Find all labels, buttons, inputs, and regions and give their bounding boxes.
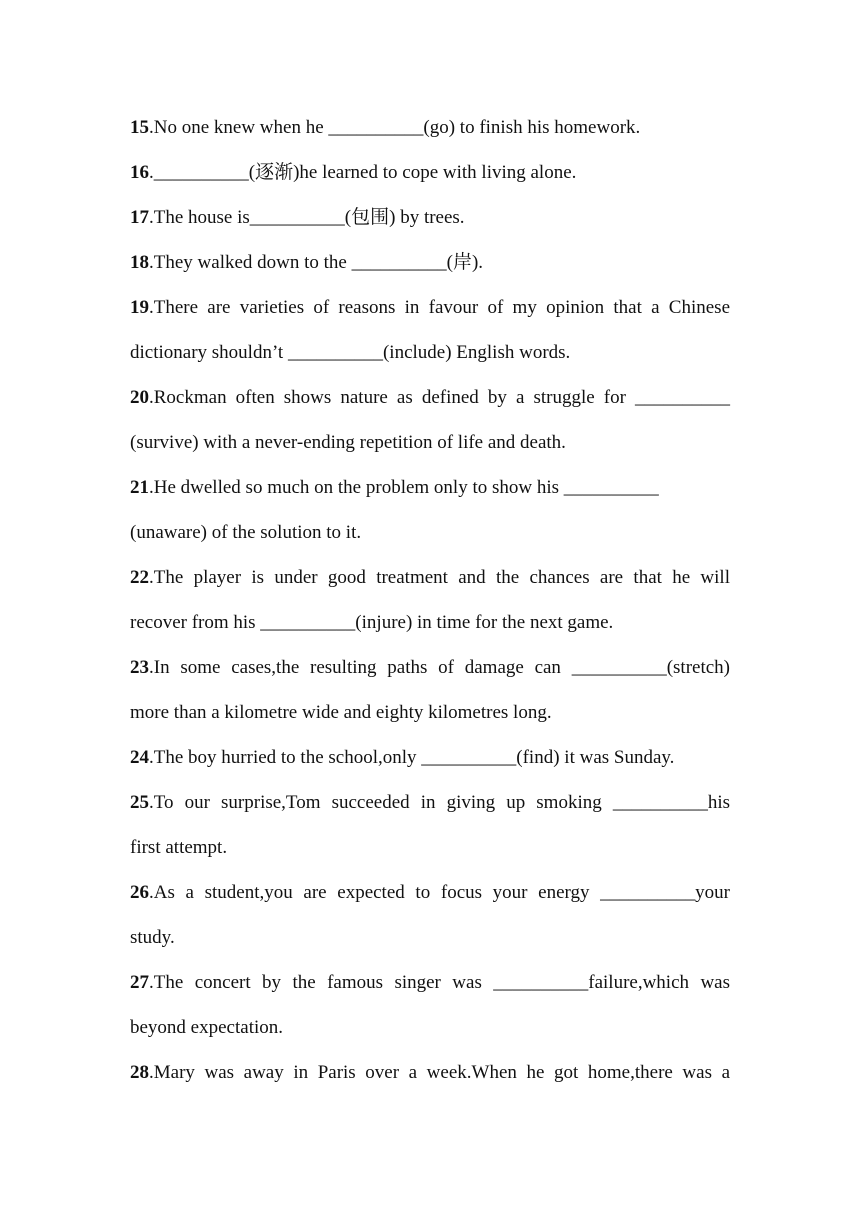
question-text: .He dwelled so much on the problem only to show his __________: [149, 477, 659, 498]
question-text: first attempt.: [130, 837, 228, 858]
question-number: 26: [130, 882, 149, 903]
question-27: [130, 960, 730, 1005]
question-23-continued: [130, 690, 730, 735]
question-20: [130, 375, 730, 420]
question-22: [130, 555, 730, 600]
question-21: [130, 465, 730, 510]
question-text: .As a student,you are expected to focus your energy __________your: [149, 882, 730, 903]
question-text: beyond expectation.: [130, 1017, 284, 1038]
question-text: .To our surprise,Tom succeeded in giving up smoking __________his: [149, 792, 730, 813]
question-26: [130, 870, 730, 915]
question-text: .The house is__________(包围) by trees.: [149, 207, 465, 228]
question-number: 22: [130, 567, 149, 588]
question-number: 18: [130, 252, 149, 273]
question-number: 17: [130, 207, 149, 228]
question-21-continued: [130, 510, 730, 555]
question-24: [130, 735, 730, 780]
question-number: 19: [130, 297, 149, 318]
question-text: recover from his __________(injure) in time for the next game.: [130, 612, 614, 633]
question-23: [130, 645, 730, 690]
question-number: 16: [130, 162, 149, 183]
question-number: 23: [130, 657, 149, 678]
question-number: 25: [130, 792, 149, 813]
question-number: 15: [130, 117, 149, 138]
question-text: .The boy hurried to the school,only __________(find) it was Sunday.: [149, 747, 675, 768]
question-22-continued: [130, 600, 730, 645]
question-number: 21: [130, 477, 149, 498]
question-number: 20: [130, 387, 149, 408]
question-15: [130, 105, 730, 150]
question-17: [130, 195, 730, 240]
question-text: .They walked down to the __________(岸).: [149, 252, 484, 273]
question-text: .Mary was away in Paris over a week.When he got home,there was a: [149, 1062, 730, 1083]
question-text: .No one knew when he __________(go) to finish his homework.: [149, 117, 641, 138]
question-number: 27: [130, 972, 149, 993]
worksheet-page: [130, 105, 730, 1095]
question-text: more than a kilometre wide and eighty kilometres long.: [130, 702, 552, 723]
question-16: [130, 150, 730, 195]
question-text: .There are varieties of reasons in favour of my opinion that a Chinese: [149, 297, 730, 318]
question-text: .In some cases,the resulting paths of damage can __________(stretch): [149, 657, 730, 678]
question-text: (survive) with a never-ending repetition of life and death.: [130, 432, 566, 453]
question-19-continued: [130, 330, 730, 375]
question-text: (unaware) of the solution to it.: [130, 522, 362, 543]
question-25-continued: [130, 825, 730, 870]
question-18: [130, 240, 730, 285]
question-text: .The concert by the famous singer was __________failure,which was: [149, 972, 730, 993]
question-number: 24: [130, 747, 149, 768]
question-19: [130, 285, 730, 330]
question-20-continued: [130, 420, 730, 465]
question-text: dictionary shouldn’t __________(include) English words.: [130, 342, 571, 363]
question-text: .__________(逐渐)he learned to cope with living alone.: [149, 162, 577, 183]
question-27-continued: [130, 1005, 730, 1050]
question-28: [130, 1050, 730, 1095]
question-text: .Rockman often shows nature as defined by a struggle for __________: [149, 387, 730, 408]
question-text: .The player is under good treatment and the chances are that he will: [149, 567, 730, 588]
question-25: [130, 780, 730, 825]
question-26-continued: [130, 915, 730, 960]
question-number: 28: [130, 1062, 149, 1083]
question-text: study.: [130, 927, 175, 948]
